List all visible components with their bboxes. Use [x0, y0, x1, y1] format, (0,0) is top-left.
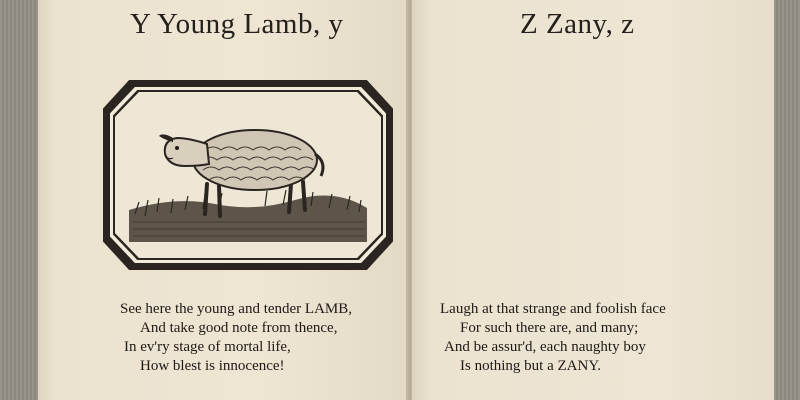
- lamb-verse: [120, 300, 352, 376]
- verse-line: In ev'ry stage of mortal life,: [124, 339, 291, 355]
- zany-verse: [440, 300, 666, 376]
- verse-line: Laugh at that strange and foolish face: [440, 301, 666, 317]
- right-page-title: Z Zany, z: [520, 8, 635, 40]
- lamb-woodcut-illustration: [115, 92, 381, 258]
- verse-line: How blest is innocence!: [140, 358, 285, 374]
- left-page-title: Y Young Lamb, y: [130, 8, 344, 40]
- left-page: [38, 0, 410, 400]
- verse-line: See here the young and tender LAMB,: [120, 301, 353, 317]
- verse-line: And take good note from thence,: [140, 320, 338, 336]
- verse-line: And be assur'd, each naughty boy: [444, 339, 646, 355]
- right-page: [412, 0, 774, 400]
- verse-line: Is nothing but a ZANY.: [460, 358, 601, 374]
- lamb-woodcut-frame: [103, 80, 393, 270]
- cloth-background-right: [770, 0, 800, 400]
- cloth-background-left: [0, 0, 42, 400]
- verse-line: For such there are, and many;: [460, 320, 639, 336]
